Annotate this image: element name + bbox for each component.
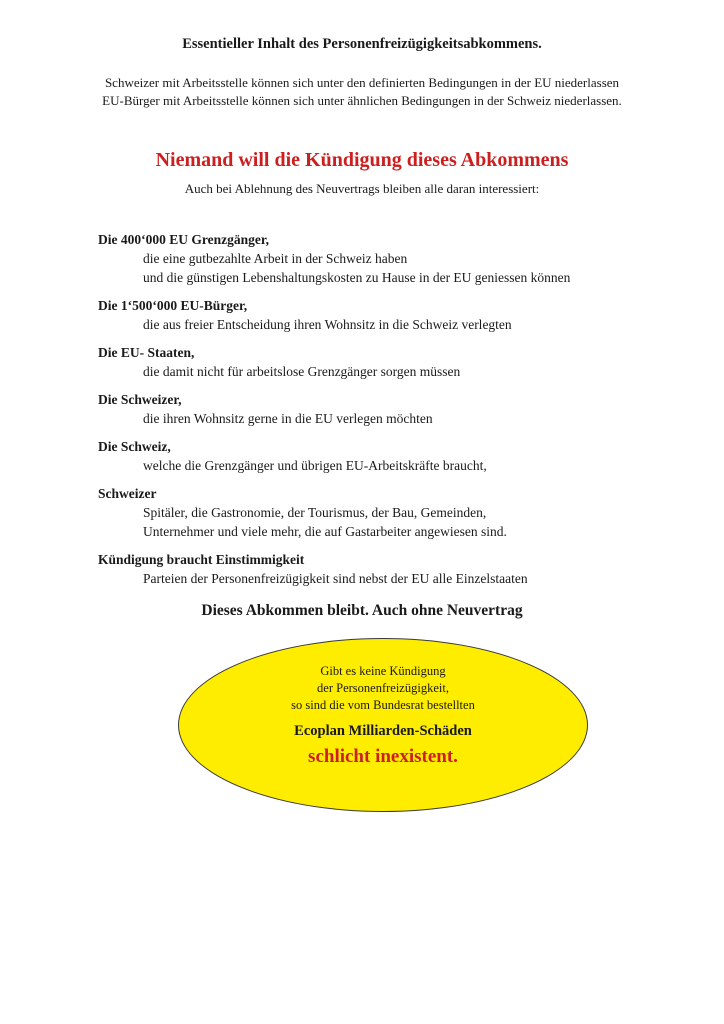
callout-line: Gibt es keine Kündigung <box>320 664 446 678</box>
callout-red-text: schlicht inexistent. <box>308 746 458 767</box>
intro-line: Schweizer mit Arbeitsstelle können sich unter den definierten Bedingungen in der EU niederlassen <box>104 75 620 90</box>
group-line: Parteien der Personenfreizügigkeit sind nebst der EU alle Einzelstaaten <box>143 571 528 586</box>
group-title: Die 400‘000 EU Grenzgänger, <box>98 232 269 247</box>
callout-ellipse <box>178 638 588 812</box>
document-title: Essentieller Inhalt des Personenfreizügigkeitsabkommens. <box>182 36 542 52</box>
intro-line: EU-Bürger mit Arbeitsstelle können sich unter ähnlichen Bedingungen in der Schweiz niederlassen. <box>102 93 622 108</box>
group-line: die ihren Wohnsitz gerne in die EU verlegen möchten <box>143 411 433 426</box>
intro-paragraph <box>0 74 724 110</box>
subheadline: Auch bei Ablehnung des Neuvertrags bleiben alle daran interessiert: <box>184 181 540 196</box>
group-line: die aus freier Entscheidung ihren Wohnsitz in die Schweiz verlegten <box>143 317 512 332</box>
interest-groups-list <box>98 231 698 598</box>
group-title: Kündigung braucht Einstimmigkeit <box>98 552 305 567</box>
group-line: welche die Grenzgänger und übrigen EU-Arbeitskräfte braucht, <box>143 458 487 473</box>
list-item <box>98 391 698 428</box>
group-title: Die Schweizer, <box>98 392 182 407</box>
conclusion: Dieses Abkommen bleibt. Auch ohne Neuvertrag <box>201 602 523 619</box>
group-line: die eine gutbezahlte Arbeit in der Schweiz haben <box>143 251 408 266</box>
group-line: Unternehmer und viele mehr, die auf Gastarbeiter angewiesen sind. <box>143 524 507 539</box>
list-item <box>98 551 698 588</box>
group-title: Die Schweiz, <box>98 439 171 454</box>
group-title: Die EU- Staaten, <box>98 345 195 360</box>
headline: Niemand will die Kündigung dieses Abkommens <box>155 149 569 171</box>
list-item <box>98 485 698 541</box>
list-item <box>98 297 698 334</box>
callout-line: der Personenfreizügigkeit, <box>317 681 449 695</box>
group-title: Die 1‘500‘000 EU-Bürger, <box>98 298 248 313</box>
callout-line: so sind die vom Bundesrat bestellten <box>291 698 475 712</box>
list-item <box>98 231 698 287</box>
list-item <box>98 438 698 475</box>
list-item <box>98 344 698 381</box>
group-title: Schweizer <box>98 486 157 501</box>
group-line: die damit nicht für arbeitslose Grenzgänger sorgen müssen <box>143 364 461 379</box>
group-line: und die günstigen Lebenshaltungskosten zu Hause in der EU geniessen können <box>143 270 571 285</box>
group-line: Spitäler, die Gastronomie, der Tourismus, der Bau, Gemeinden, <box>143 505 487 520</box>
callout-emphasis: Ecoplan Milliarden-Schäden <box>294 723 472 739</box>
callout-content <box>179 663 587 768</box>
